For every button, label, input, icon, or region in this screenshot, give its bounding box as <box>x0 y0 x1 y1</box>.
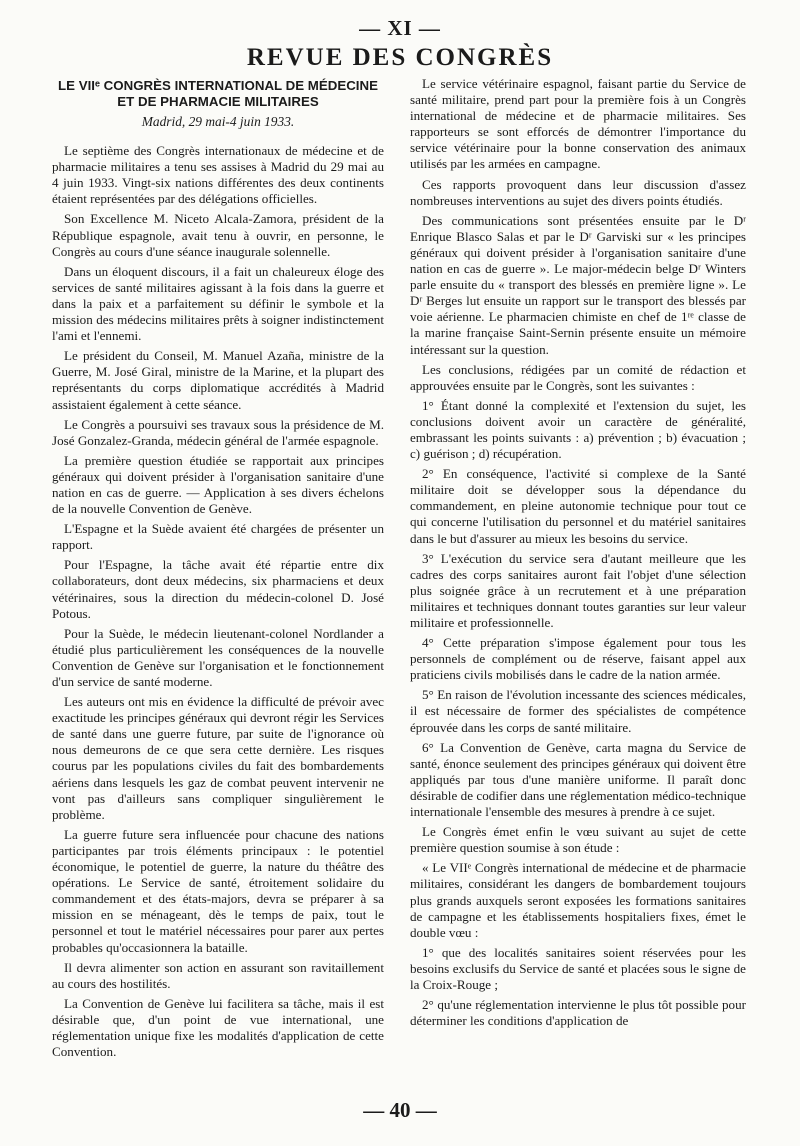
conclusion-item: 4° Cette préparation s'impose également pour tous les personnels de complément ou de réserve, faisant appel aux praticiens civils mobilisés dans le cadre de la nation armée. <box>410 635 746 683</box>
paragraph: La première question étudiée se rapportait aux principes généraux qui doivent présider à l'organisation sanitaire d'une nation en cas de guerre. — Application à ses divers échelons de la nouvelle Convention de Genève. <box>52 452 384 517</box>
paragraph: Le Congrès a poursuivi ses travaux sous la présidence de M. José Gonzalez-Granda, médecin général de l'armée espagnole. <box>52 416 384 448</box>
paragraph: Les auteurs ont mis en évidence la difficulté de prévoir avec exactitude les principes généraux qui devront régir les Services de santé dans une guerre future, par suite de l'ignorance où nous demeurons de ce que sera cette dernière. Les risques courus par les populations civiles du fait des bombardements aériens dans lesquels les gaz de combat peuvent intervenir ne vont pas d'ailleurs sans compliquer singulièrement le problème. <box>52 694 384 822</box>
paragraph: Le septième des Congrès internationaux de médecine et de pharmacie militaires a tenu ses assises à Madrid du 29 mai au 4 juin 1933. Vingt-six nations différentes des deux continents étaient représentées par des délégations officielles. <box>52 143 384 207</box>
left-column <box>52 78 384 1064</box>
article-title <box>52 78 384 110</box>
article-dateline: Madrid, 29 mai-4 juin 1933. <box>141 114 295 129</box>
page-number: — 40 — <box>363 1098 437 1122</box>
paragraph: Des communications sont présentées ensuite par le Dʳ Enrique Blasco Salas et par le Dʳ Garviski sur « les principes généraux qui doivent présider à l'organisation sanitaire d'une nation en cas de guerre ». Le major-médecin belge Dʳ Winters parle ensuite du « transport des blessés en première ligne ». Le Dʳ Berges lut ensuite un rapport sur le transport des blessés par voie aérienne. Le pharmacien chimiste en chef de 1ʳᵉ classe de la marine française Saint-Sernin présente ensuite un mémoire intéressant sur la question. <box>410 212 746 357</box>
paragraph: La Convention de Genève lui facilitera sa tâche, mais il est désirable que, d'un point de vue international, une réglementation unique fixe les modalités d'application de cette Convention. <box>52 995 384 1060</box>
resolution-text: « Le VIIᵉ Congrès international de médecine et de pharmacie militaires, considérant les dangers de bombardement toujours plus grands auxquels seront exposées les formations sanitaires de campagne et les établissements hospitaliers fixes, émet le double vœu : <box>410 860 746 940</box>
paragraph: Les conclusions, rédigées par un comité de rédaction et approuvées ensuite par le Congrès, sont les suivantes : <box>410 361 746 393</box>
paragraph: Ces rapports provoquent dans leur discussion d'assez nombreuses interventions au sujet des divers points étudiés. <box>410 176 746 208</box>
paragraph: La guerre future sera influencée pour chacune des nations participantes par trois éléments principaux : le potentiel économique, le potentiel de guerre, la nature du théâtre des opérations. Le Service de santé, étroitement solidaire du commandement et des états-majors, devra se préparer à sa mission en se ménageant, dès le temps de paix, tout le personnel et tout le matériel nécessaires pour parer aux pertes probables qu'occasionnera la bataille. <box>52 826 384 955</box>
right-column <box>410 76 746 1033</box>
conclusion-item: 6° La Convention de Genève, carta magna du Service de santé, énonce seulement des principes généraux qui doivent être appliqués par tous d'une manière uniforme. Il paraît donc désirable de codifier dans une réglementation médico-technique internationale l'ensemble des mesures à prendre à ce sujet. <box>410 739 746 820</box>
paragraph: Pour la Suède, le médecin lieutenant-colonel Nordlander a étudié plus particulièrement les conséquences de la nouvelle Convention de Genève sur l'organisation et le fonctionnement d'un service de santé moderne. <box>52 625 384 689</box>
paragraph: Dans un éloquent discours, il a fait un chaleureux éloge des services de santé militaires agissant à la fois dans la guerre et dans la paix et a parfaitement su définir le symbole et la mission des médecins militaires prêts à soigner indistinctement l'ami et l'ennemi. <box>52 263 384 344</box>
conclusion-item: 1° Étant donné la complexité et l'extension du sujet, les conclusions doivent avoir un caractère de généralité, embrassant les points suivants : a) prévention ; b) évacuation ; c) guérison ; d) récupération. <box>410 397 746 462</box>
paragraph: L'Espagne et la Suède avaient été chargées de présenter un rapport. <box>52 521 384 553</box>
article-title-line-2: ET DE PHARMACIE MILITAIRES <box>117 94 319 109</box>
resolution-item: 1° que des localités sanitaires soient réservées pour les besoins exclusifs du Service de santé et placées sous le signe de la Croix-Rouge ; <box>410 944 746 992</box>
paragraph: Le président du Conseil, M. Manuel Azaña, ministre de la Guerre, M. José Giral, ministre de la Marine, et la plupart des représentants du corps diplomatique accrédités à Madrid assistaient également à cette séance. <box>52 348 384 412</box>
resolution-item: 2° qu'une réglementation intervienne le plus tôt possible pour déterminer les conditions d'application de <box>410 997 746 1029</box>
paragraph: Le service vétérinaire espagnol, faisant partie du Service de santé militaire, prend part pour la première fois à un Congrès international de médecine et de pharmacie militaires. Ses rapporteurs se sont efforcés de démontrer l'importance du service vétérinaire pour la bonne conservation des animaux utilisés par les armées en campagne. <box>410 76 746 172</box>
paragraph: Son Excellence M. Niceto Alcala-Zamora, président de la République espagnole, avait tenu à ouvrir, en personne, le Congrès au cours d'une séance inaugurale solennelle. <box>52 211 384 259</box>
conclusion-item: 3° L'exécution du service sera d'autant meilleure que les cadres des corps sanitaires auront fait l'objet d'une sélection plus soignée grâce à un recrutement et à une préparation militaires et techniques donnant toutes garanties sur leur valeur militaire et professionnelle. <box>410 550 746 630</box>
section-roman-numeral: — XI — <box>359 16 441 40</box>
article-title-line-1: LE VIIᵉ CONGRÈS INTERNATIONAL DE MÉDECINE <box>58 78 378 93</box>
paragraph: Le Congrès émet enfin le vœu suivant au sujet de cette première question soumise à son étude : <box>410 824 746 856</box>
conclusion-item: 5° En raison de l'évolution incessante des sciences médicales, il est nécessaire de former des spécialistes de compétence éprouvée dans les corps de santé militaire. <box>410 687 746 735</box>
journal-section-title: REVUE DES CONGRÈS <box>246 44 554 71</box>
conclusion-item: 2° En conséquence, l'activité si complexe de la Santé militaire doit se développer sous la dépendance du commandement, en pleine autonomie technique pour tout ce qui concerne l'utilisation du personnel et du matériel sanitaires dans le but d'assurer au mieux les besoins du service. <box>410 466 746 546</box>
paragraph: Il devra alimenter son action en assurant son ravitaillement au cours des hostilités. <box>52 959 384 991</box>
paragraph: Pour l'Espagne, la tâche avait été répartie entre dix collaborateurs, dont deux médecins, six pharmaciens et deux vétérinaires, sous la direction du médecin-colonel D. José Potous. <box>52 557 384 621</box>
